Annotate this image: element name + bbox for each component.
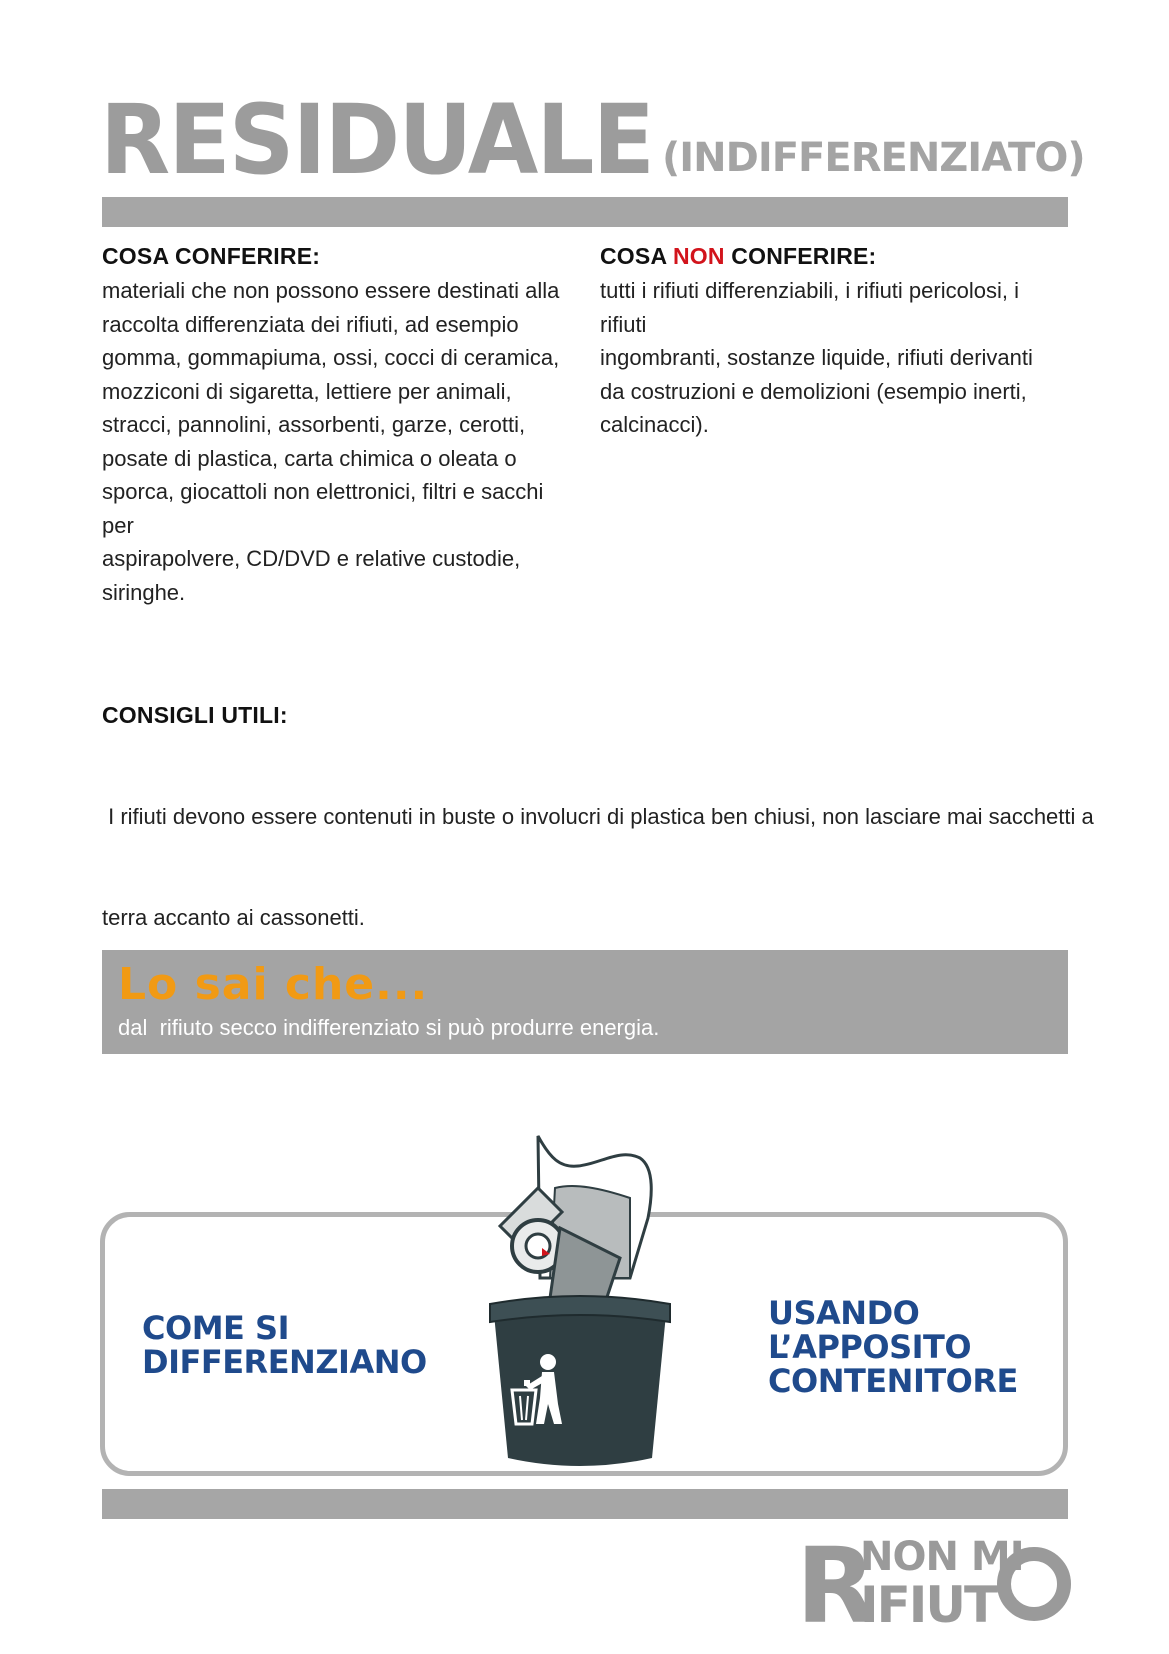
text-line: calcinacci). [600, 412, 709, 437]
consigli-utili-heading: CONSIGLI UTILI: [102, 702, 288, 728]
heading-non-highlight: NON [673, 243, 725, 269]
page-subtitle: (INDIFFERENZIATO) [662, 135, 1085, 181]
non-mi-rifiuto-logo [796, 1525, 1074, 1647]
lo-sai-che-title: Lo sai che... [118, 959, 429, 1010]
cosa-conferire-heading: COSA CONFERIRE: [102, 243, 321, 269]
text-line: terra accanto ai cassonetti. [102, 904, 365, 930]
heading-part: COSA [600, 243, 673, 269]
text-line: aspirapolvere, CD/DVD e relative custodie, [102, 546, 521, 571]
text-line: raccolta differenziata dei rifiuti, ad esempio [102, 311, 519, 337]
lo-sai-che-box [102, 950, 1068, 1054]
lo-sai-che-text: dal rifiuto secco indifferenziato si può produrre energia. [118, 1015, 660, 1040]
logo-letter-r: R [796, 1525, 877, 1647]
text-line: siringhe. [102, 579, 186, 605]
text-line: CONTENITORE [768, 1362, 1018, 1400]
logo-line1: NON MI [860, 1534, 1024, 1580]
text-line: gomma, gommapiuma, ossi, cocci di ceramica, [102, 345, 560, 370]
page-title: RESIDUALE [100, 84, 653, 196]
text-line: USANDO [768, 1294, 920, 1332]
text-line: DIFFERENZIANO [142, 1343, 427, 1381]
text-line: posate di plastica, carta chimica o oleata o [102, 445, 517, 471]
logo-line2: IFIUT [860, 1576, 997, 1634]
footer-divider-bar [102, 1489, 1068, 1519]
heading-part: CONFERIRE: [724, 243, 877, 269]
text-line: da costruzioni e demolizioni (esempio inerti, [600, 378, 1027, 404]
text-line: tutti i rifiuti differenziabili, i rifiuti pericolosi, i rifiuti [600, 278, 1019, 337]
text-line: I rifiuti devono essere contenuti in buste o involucri di plastica ben chiusi, non lasciare mai sacchetti a [102, 804, 1094, 829]
cosa-conferire-body [102, 274, 572, 609]
logo-recycle-o-icon [1004, 1554, 1064, 1614]
text-line: sporca, giocattoli non elettronici, filtri e sacchi per [102, 479, 544, 538]
text-line: COME SI [142, 1309, 289, 1347]
cosa-non-conferire-section [600, 241, 1070, 442]
cosa-conferire-section [102, 241, 572, 609]
text-line: materiali che non possono essere destinati alla [102, 278, 560, 303]
usando-contenitore-text [768, 1296, 1018, 1398]
text-line: L’APPOSITO [768, 1328, 972, 1366]
cosa-non-conferire-body [600, 274, 1070, 442]
cosa-non-conferire-heading [600, 241, 1070, 271]
text-line: mozziconi di sigaretta, lettiere per animali, [102, 378, 512, 404]
header-divider-bar [102, 197, 1068, 227]
text-line: ingombranti, sostanze liquide, rifiuti derivanti [600, 345, 1033, 370]
text-line: stracci, pannolini, assorbenti, garze, cerotti, [102, 412, 526, 437]
come-si-differenziano-text [142, 1311, 427, 1379]
trash-bin-illustration [480, 1128, 680, 1468]
